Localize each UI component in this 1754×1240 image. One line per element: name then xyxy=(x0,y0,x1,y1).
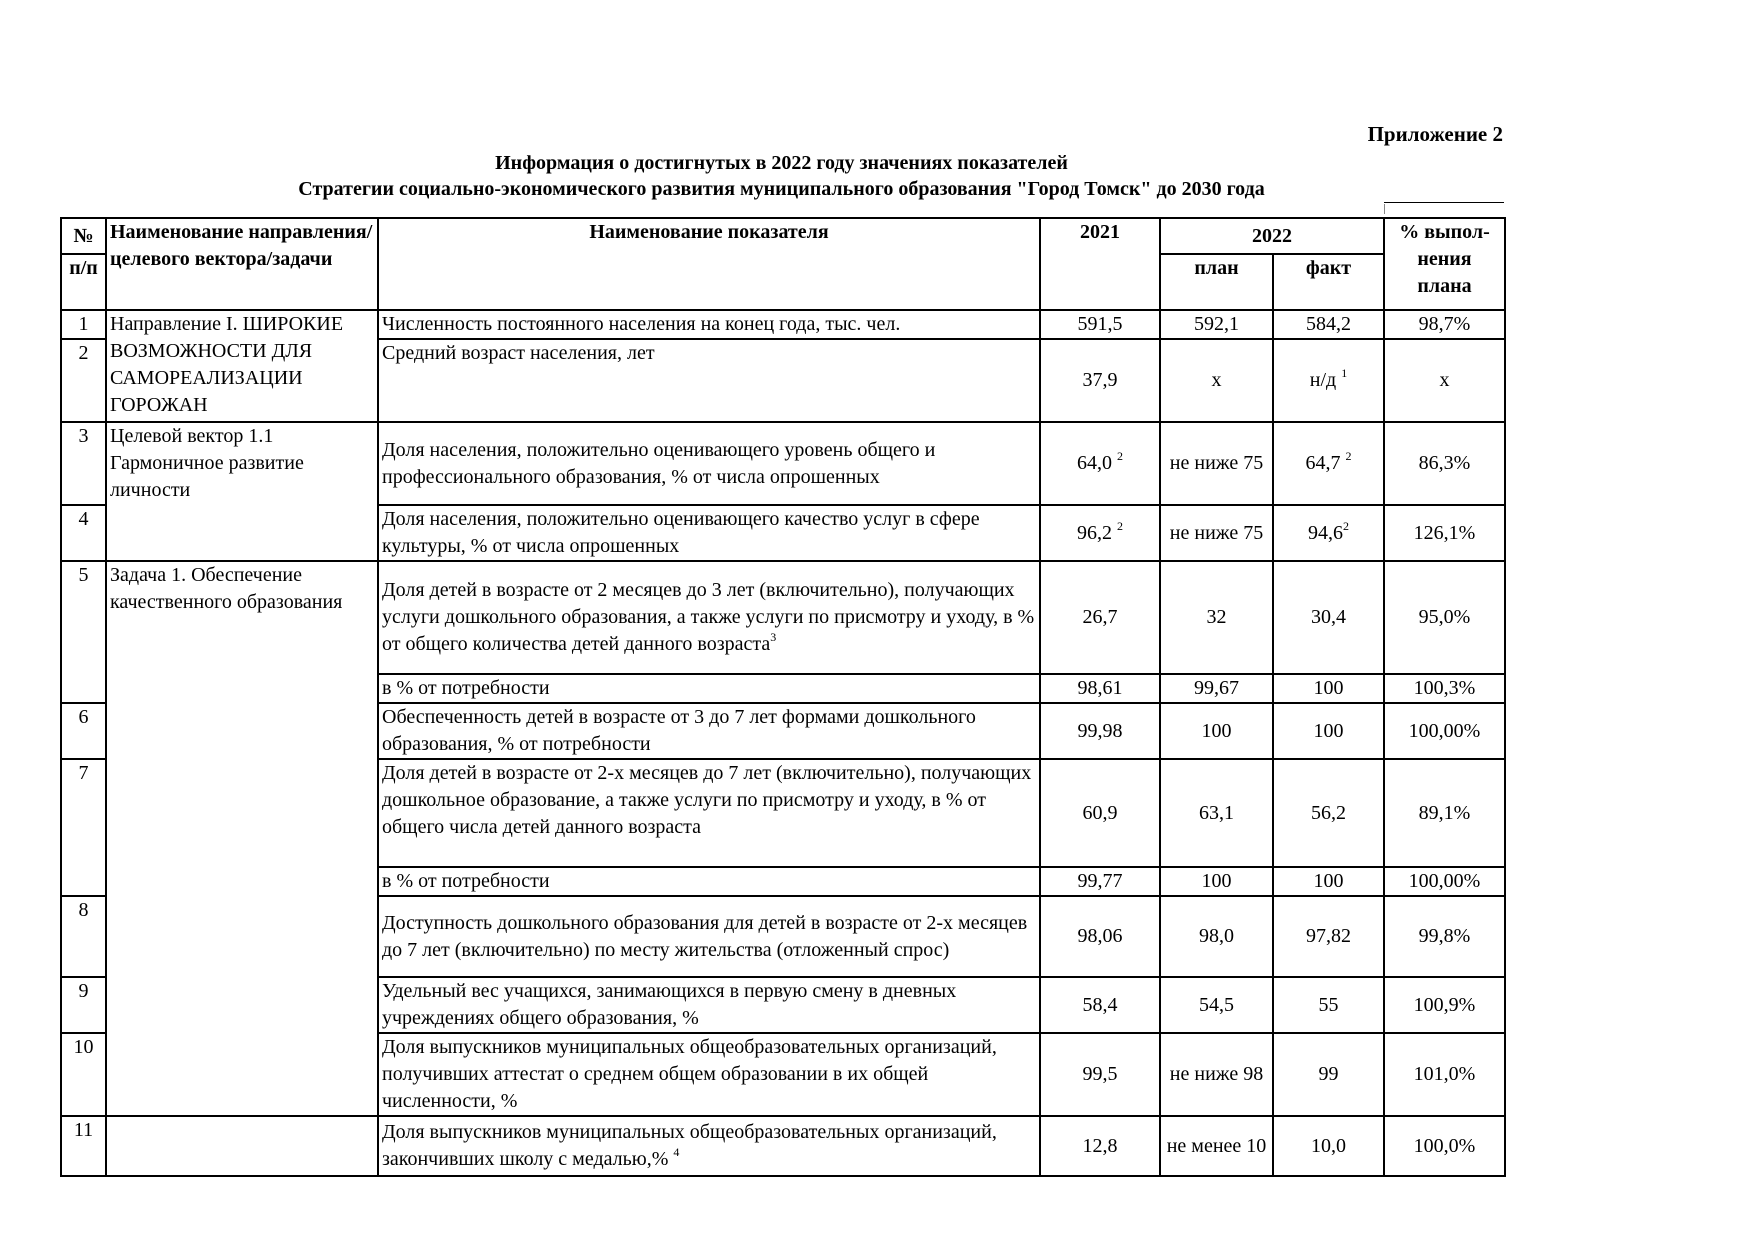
direction-cell-continued xyxy=(106,896,378,977)
value-plan: х xyxy=(1160,339,1273,422)
value-fact xyxy=(1273,339,1384,422)
indicator-cell: Доля населения, положительно оценивающего качество услуг в сфере культуры, % от числа опрошенных xyxy=(378,505,1040,561)
direction-cell: Целевой вектор 1.1 Гармоничное развитие личности xyxy=(106,422,378,561)
footnote-ref: 2 xyxy=(1343,518,1349,533)
indicator-cell xyxy=(378,1116,1040,1176)
value-percent: 89,1% xyxy=(1384,759,1505,867)
footnote-ref: 2 xyxy=(1117,449,1123,463)
indicator-cell: Доступность дошкольного образования для детей в возрасте от 2-х месяцев до 7 лет (включительно) по месту жительства (отложенный спрос) xyxy=(378,896,1040,977)
table-row xyxy=(61,310,1505,339)
indicator-cell: Доля детей в возрасте от 2-х месяцев до 7 лет (включительно), получающих дошкольное образование, а также услуги по присмотру и уходу, в % от общего числа детей данного возраста xyxy=(378,759,1040,867)
header-direction: Наименование направления/целевого вектора/задачи xyxy=(106,218,378,310)
indicator-cell: Обеспеченность детей в возрасте от 3 до 7 лет формами дошкольного образования, % от потребности xyxy=(378,703,1040,759)
value-plan: 100 xyxy=(1160,703,1273,759)
value-fact-text: 94,6 xyxy=(1308,521,1343,544)
value-2021-text: 64,0 xyxy=(1077,452,1112,474)
value-percent: 101,0% xyxy=(1384,1033,1505,1116)
indicator-cell: в % от потребности xyxy=(378,674,1040,703)
value-percent: 100,3% xyxy=(1384,674,1505,703)
value-plan: 63,1 xyxy=(1160,759,1273,867)
row-num: 9 xyxy=(61,977,106,1033)
value-fact-text: 64,7 xyxy=(1305,452,1341,474)
row-num: 6 xyxy=(61,703,106,759)
value-fact: 55 xyxy=(1273,977,1384,1033)
value-2021: 591,5 xyxy=(1040,310,1160,339)
value-percent: 100,00% xyxy=(1384,703,1505,759)
value-percent: 95,0% xyxy=(1384,561,1505,674)
row-num: 10 xyxy=(61,1033,106,1116)
value-fact: 56,2 xyxy=(1273,759,1384,867)
table-row xyxy=(61,1116,1505,1176)
row-num: 11 xyxy=(61,1116,106,1176)
value-percent: х xyxy=(1384,339,1505,422)
row-num: 8 xyxy=(61,896,106,977)
header-fact: факт xyxy=(1273,254,1384,310)
value-2021: 60,9 xyxy=(1040,759,1160,867)
divider-mark xyxy=(1384,204,1385,214)
direction-cell: Задача 1. Обеспечение качественного образования xyxy=(106,561,378,674)
table-row xyxy=(61,759,1505,867)
value-fact: 584,2 xyxy=(1273,310,1384,339)
value-plan: не ниже 98 xyxy=(1160,1033,1273,1116)
value-2021: 12,8 xyxy=(1040,1116,1160,1176)
value-percent: 86,3% xyxy=(1384,422,1505,505)
value-2021: 99,98 xyxy=(1040,703,1160,759)
footnote-ref: 1 xyxy=(1341,366,1348,380)
indicator-cell: Удельный вес учащихся, занимающихся в первую смену в дневных учреждениях общего образования, % xyxy=(378,977,1040,1033)
header-num-top: № xyxy=(61,218,106,254)
value-2021-text: 96,2 xyxy=(1077,521,1112,544)
value-fact: 30,4 xyxy=(1273,561,1384,674)
value-percent: 98,7% xyxy=(1384,310,1505,339)
direction-cell-empty xyxy=(106,1116,378,1176)
value-fact: 99 xyxy=(1273,1033,1384,1116)
value-2021 xyxy=(1040,422,1160,505)
indicators-table xyxy=(60,217,1506,1177)
indicator-cell: Средний возраст населения, лет xyxy=(378,339,1040,422)
table-row xyxy=(61,674,1505,703)
row-num: 1 xyxy=(61,310,106,339)
value-2021: 37,9 xyxy=(1040,339,1160,422)
header-2022: 2022 xyxy=(1160,218,1384,254)
header-row-1 xyxy=(61,218,1505,254)
value-plan: не менее 10 xyxy=(1160,1116,1273,1176)
value-2021: 98,61 xyxy=(1040,674,1160,703)
header-num-bottom: п/п xyxy=(61,254,106,310)
value-fact xyxy=(1273,505,1384,561)
value-fact: 97,82 xyxy=(1273,896,1384,977)
row-num: 5 xyxy=(61,561,106,674)
row-num: 7 xyxy=(61,759,106,867)
value-plan: 32 xyxy=(1160,561,1273,674)
value-fact: 10,0 xyxy=(1273,1116,1384,1176)
header-indicator: Наименование показателя xyxy=(378,218,1040,310)
row-num xyxy=(61,867,106,896)
table-row xyxy=(61,896,1505,977)
indicator-cell: Доля населения, положительно оценивающего уровень общего и профессионального образования, % от числа опрошенных xyxy=(378,422,1040,505)
value-plan: не ниже 75 xyxy=(1160,422,1273,505)
value-2021: 99,5 xyxy=(1040,1033,1160,1116)
value-plan: не ниже 75 xyxy=(1160,505,1273,561)
value-plan: 100 xyxy=(1160,867,1273,896)
table-row xyxy=(61,1033,1505,1116)
value-2021: 26,7 xyxy=(1040,561,1160,674)
row-num: 3 xyxy=(61,422,106,505)
value-2021: 98,06 xyxy=(1040,896,1160,977)
value-plan: 592,1 xyxy=(1160,310,1273,339)
value-plan: 54,5 xyxy=(1160,977,1273,1033)
value-2021: 58,4 xyxy=(1040,977,1160,1033)
document-title-line1: Информация о достигнутых в 2022 году значениях показателей xyxy=(495,152,1068,174)
table-row xyxy=(61,703,1505,759)
direction-cell-continued xyxy=(106,977,378,1033)
value-fact-text: н/д xyxy=(1309,369,1337,391)
row-num: 4 xyxy=(61,505,106,561)
value-percent: 99,8% xyxy=(1384,896,1505,977)
appendix-label: Приложение 2 xyxy=(1367,122,1503,146)
value-plan: 98,0 xyxy=(1160,896,1273,977)
footnote-ref: 2 xyxy=(1345,449,1352,463)
footnote-ref: 2 xyxy=(1117,518,1123,533)
indicator-text: Доля детей в возрасте от 2 месяцев до 3 лет (включительно), получающих услуги дошкольного образования, а также услуги по присмотру и уходу, в % от общего количества детей данного возраста xyxy=(382,579,1035,655)
value-percent: 126,1% xyxy=(1384,505,1505,561)
direction-cell-continued xyxy=(106,703,378,759)
value-fact: 100 xyxy=(1273,867,1384,896)
row-num xyxy=(61,674,106,703)
indicator-cell: в % от потребности xyxy=(378,867,1040,896)
table-row xyxy=(61,422,1505,505)
table-row xyxy=(61,977,1505,1033)
header-plan: план xyxy=(1160,254,1273,310)
value-fact xyxy=(1273,422,1384,505)
value-fact: 100 xyxy=(1273,674,1384,703)
direction-cell-continued xyxy=(106,1033,378,1116)
header-2021: 2021 xyxy=(1040,218,1160,310)
direction-cell-continued xyxy=(106,867,378,896)
direction-cell-continued xyxy=(106,674,378,703)
footnote-ref: 3 xyxy=(770,630,777,644)
divider xyxy=(1384,202,1504,203)
header-percent: % выпол-нения плана xyxy=(1384,218,1505,310)
value-fact: 100 xyxy=(1273,703,1384,759)
indicator-cell: Численность постоянного населения на конец года, тыс. чел. xyxy=(378,310,1040,339)
value-2021: 99,77 xyxy=(1040,867,1160,896)
row-num: 2 xyxy=(61,339,106,422)
document-title-line2: Стратегии социально-экономического развития муниципального образования "Город Томск" до 2030 года xyxy=(298,178,1265,200)
value-percent: 100,0% xyxy=(1384,1116,1505,1176)
table-row xyxy=(61,561,1505,674)
direction-cell: Направление I. ШИРОКИЕ ВОЗМОЖНОСТИ ДЛЯ САМОРЕАЛИЗАЦИИ ГОРОЖАН xyxy=(106,310,378,422)
footnote-ref: 4 xyxy=(673,1145,680,1159)
indicator-cell: Доля выпускников муниципальных общеобразовательных организаций, получивших аттестат о среднем общем образовании в их общей численности, % xyxy=(378,1033,1040,1116)
value-percent: 100,00% xyxy=(1384,867,1505,896)
value-percent: 100,9% xyxy=(1384,977,1505,1033)
direction-cell-continued xyxy=(106,759,378,867)
value-2021 xyxy=(1040,505,1160,561)
value-plan: 99,67 xyxy=(1160,674,1273,703)
indicator-text: Доля выпускников муниципальных общеобразовательных организаций, закончивших школу с медалью,% xyxy=(382,1121,997,1170)
indicator-cell xyxy=(378,561,1040,674)
table-row xyxy=(61,867,1505,896)
